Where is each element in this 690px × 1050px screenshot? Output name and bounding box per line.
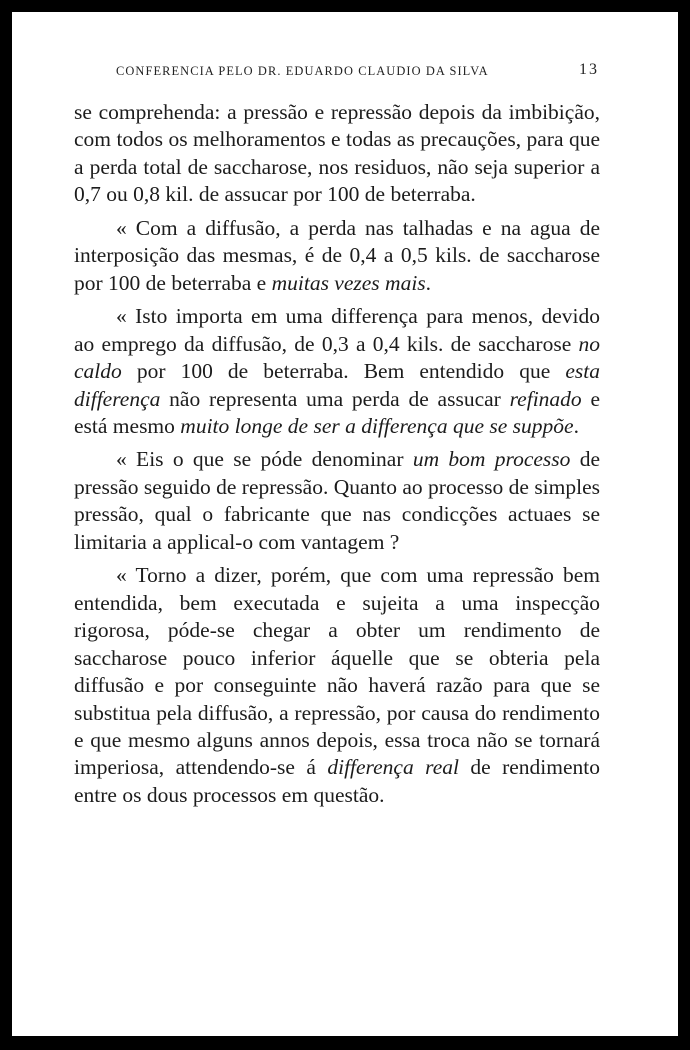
page-body [74, 99, 600, 815]
paragraph-text: de pressão seguido de repressão. Quanto ao processo de simples pressão, qual o fabricante que nas condicções actuaes se limitaria a applical-o com vantagem ? [74, 447, 601, 554]
paragraph-3 [74, 303, 600, 440]
italic-text: no caldo [74, 331, 600, 384]
paragraph-text: não representa uma perda de assucar [160, 386, 510, 411]
paragraph-text: « Torno a dizer, porém, que com uma repressão bem entendida, bem executada e sujeita a uma inspecção rigorosa, póde-se chegar a obter um rendimento de saccharose pouco inferior áquelle que se obteria pela diffusão e por conseguinte não haverá razão para que se substitua pela diffusão, a repressão, por causa do rendimento e que mesmo alguns annos depois, essa troca não se tornará imperiosa, attendendo-se á [74, 563, 600, 780]
paragraph-1 [74, 99, 600, 209]
book-page [12, 12, 678, 1036]
paragraph-text: de rendimento entre os dous processos em questão. [74, 755, 600, 807]
paragraph-text: . [573, 413, 579, 438]
paragraph-text: e está mesmo [74, 386, 601, 438]
paragraph-4 [74, 446, 600, 556]
italic-text: differença real [327, 755, 459, 780]
paragraph-text: se comprehenda: a pressão e repressão depois da imbibição, com todos os melhoramentos e todas as precauções, para que a perda total de saccharose, nos residuos, não seja superior a 0,7 ou 0,8 kil. de assucar por 100 de beterraba. [74, 100, 600, 207]
italic-text: muitas vezes mais [271, 270, 426, 295]
paragraph-text: « Com a diffusão, a perda nas talhadas e na agua de interposição das mesmas, é de 0,4 a 0,5 kils. de saccharose por 100 de beterraba e [74, 215, 600, 295]
italic-text: um bom processo [412, 447, 571, 472]
paragraph-text: « Eis o que se póde denominar [116, 447, 413, 472]
italic-text: muito longe de ser a differença que se suppõe [180, 413, 574, 438]
paragraph-text: « Isto importa em uma differença para menos, devido ao emprego da diffusão, de 0,3 a 0,4 kils. de saccharose [74, 304, 600, 356]
header-title: CONFERENCIA PELO DR. EDUARDO CLAUDIO DA SILVA [116, 64, 489, 78]
paragraph-5 [74, 562, 600, 809]
paragraph-text: . [425, 270, 432, 295]
italic-text: esta differença [74, 359, 600, 411]
page-number: 13 [579, 61, 599, 78]
paragraph-text: por 100 de beterraba. Bem entendido que [121, 359, 566, 384]
paragraph-2 [74, 215, 600, 297]
running-header [12, 61, 678, 85]
italic-text: refinado [509, 386, 582, 411]
